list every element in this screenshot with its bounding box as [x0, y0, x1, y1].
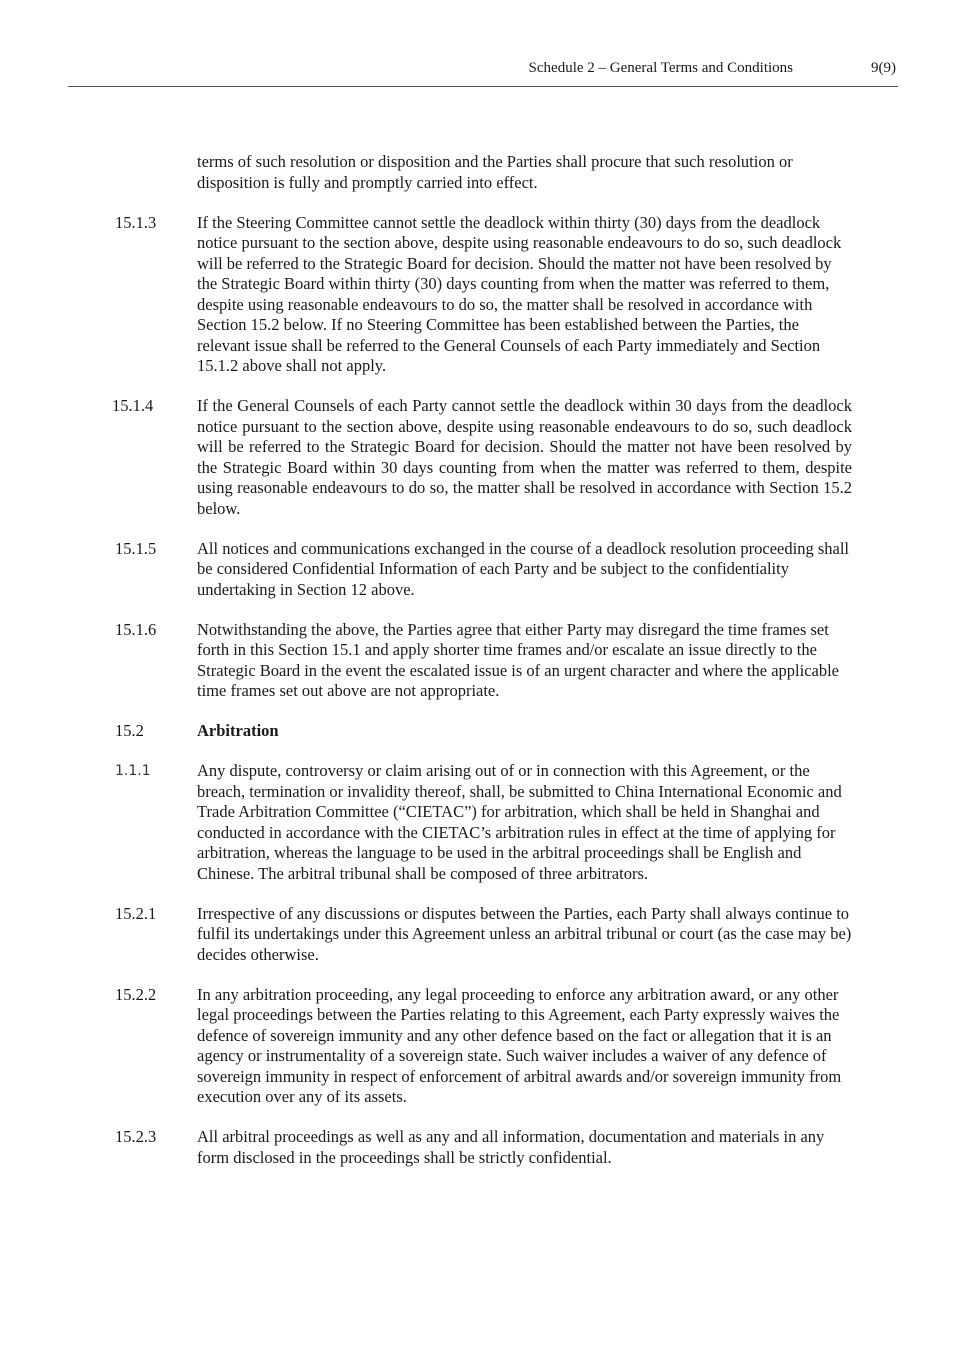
document-title: Schedule 2 – General Terms and Conditions [528, 60, 793, 76]
clause-number: 1.1.1 [115, 763, 151, 779]
clause-15-1-4 [0, 396, 965, 519]
clause-number: 15.1.6 [115, 619, 157, 639]
clause-number: 15.1.4 [112, 396, 154, 415]
clause-text: Irrespective of any discussions or disputes between the Parties, each Party shall always continue to fulfil its undertakings under this Agreement unless an arbitral tribunal or court (as the case may be) decides otherwise. [197, 903, 852, 964]
clause-text: If the Steering Committee cannot settle the deadlock within thirty (30) days from the deadlock notice pursuant to the section above, despite using reasonable endeavours to do so, such deadlock will be referred to the Strategic Board for decision. Should the matter not have been resolved by the Strategic Board within thirty (30) days counting from when the matter was referred to them, despite using reasonable endeavours to do so, the matter shall be resolved in accordance with Section 15.2 below. If no Steering Committee has been established between the Parties, the relevant issue shall be referred to the General Counsels of each Party immediately and Section 15.1.2 above shall not apply. [197, 212, 842, 375]
clause-text: In any arbitration proceeding, any legal proceeding to enforce any arbitration award, or any other legal proceedings between the Parties relating to this Agreement, each Party expressly waives the defence of sovereign immunity and any other defence based on the fact or allegation that it is an agency or instrumentality of a sovereign state. Such waiver includes a waiver of any defence of sovereign immunity in respect of enforcement of arbitral awards and/or sovereign immunity from execution over any of its assets. [197, 984, 842, 1106]
clause-number: 15.2.1 [115, 903, 157, 923]
clause-15-1-6 [0, 620, 965, 702]
clause-number: 15.2.2 [115, 984, 157, 1004]
paragraph-continuation [0, 152, 965, 193]
clause-text: All arbitral proceedings as well as any and all information, documentation and materials in any form disclosed in the proceedings shall be strictly confidential. [197, 1127, 825, 1167]
clause-15-1-3 [0, 213, 965, 377]
clause-text: All notices and communications exchanged in the course of a deadlock resolution proceeding shall be considered Confidential Information of each Party and be subject to the confidentiality undertaking in Section 12 above. [197, 538, 850, 599]
page-number: 9(9) [871, 60, 896, 76]
paragraph-text: terms of such resolution or disposition and the Parties shall procure that such resolution or disposition is fully and promptly carried into effect. [197, 152, 793, 192]
clause-text: Notwithstanding the above, the Parties agree that either Party may disregard the time frames set forth in this Section 15.1 and apply shorter time frames and/or escalate an issue directly to the Strategic Board in the event the escalated issue is of an urgent character and where the applicable time frames set out above are not appropriate. [197, 619, 840, 700]
clause-1-1-1 [0, 761, 965, 884]
section-title: Arbitration [197, 721, 279, 740]
clause-15-2-3 [0, 1127, 965, 1168]
clause-text: If the General Counsels of each Party cannot settle the deadlock within 30 days from the deadlock notice pursuant to the section above, despite using reasonable endeavours to do so, such deadlock will be referred to the Strategic Board for decision. Should the matter not have been resolved by the Strategic Board within 30 days counting from when the matter was referred to them, despite using reasonable endeavours to do so, the matter shall be resolved in accordance with Section 15.2 below. [197, 396, 852, 518]
section-15-2-heading [0, 721, 965, 742]
clause-number: 15.1.5 [115, 538, 157, 558]
clause-number: 15.2.3 [115, 1127, 157, 1146]
document-body [0, 152, 965, 1188]
clause-text: Any dispute, controversy or claim arising out of or in connection with this Agreement, or the breach, termination or invalidity thereof, shall, be submitted to China International Economic and Trade Arbitration Committee (“CIETAC”) for arbitration, which shall be held in Shanghai and conducted in accordance with the CIETAC’s arbitration rules in effect at the time of applying for arbitration, whereas the language to be used in the arbitral proceedings shall be English and Chinese. The arbitral tribunal shall be composed of three arbitrators. [197, 761, 842, 883]
clause-number: 15.1.3 [115, 212, 157, 232]
page-header [68, 58, 898, 87]
clause-15-2-1 [0, 904, 965, 966]
clause-15-2-2 [0, 985, 965, 1108]
clause-15-1-5 [0, 539, 965, 601]
section-number: 15.2 [115, 721, 144, 740]
